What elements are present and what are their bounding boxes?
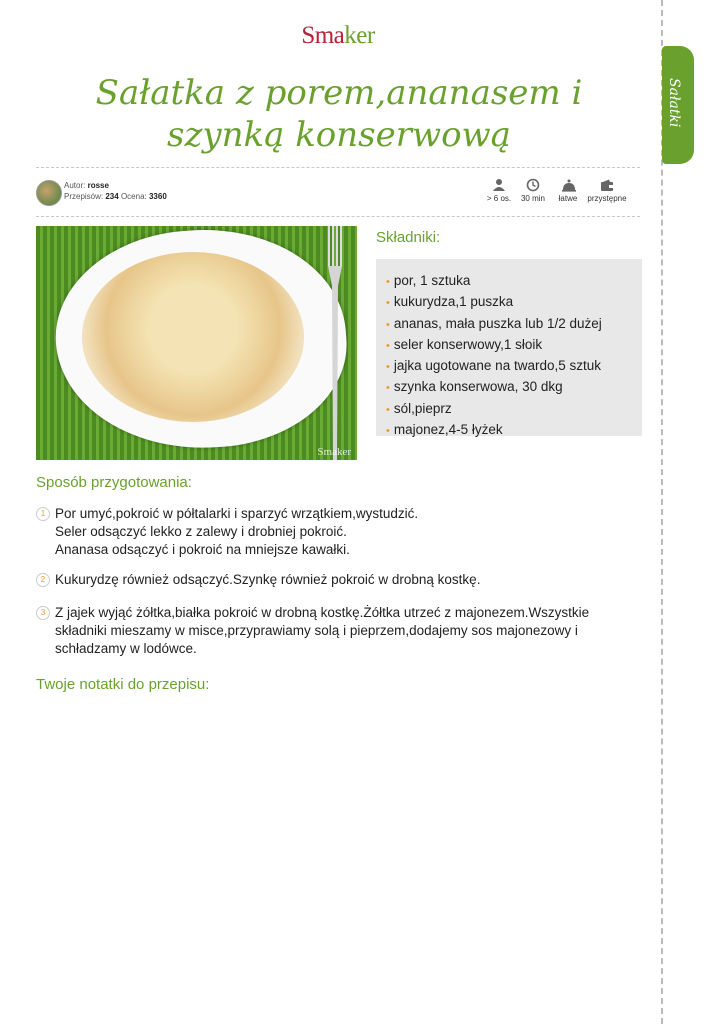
category-tab[interactable] (662, 46, 694, 164)
clock-icon (526, 178, 540, 192)
ingredients-list (376, 259, 642, 441)
step-text: Kukurydzę również odsączyć.Szynkę również pokroić w drobną kostkę. (55, 572, 481, 587)
list-item: • jajka ugotowane na twardo,5 sztuk (386, 356, 642, 377)
list-item: • seler konserwowy,1 słoik (386, 335, 642, 356)
recipes-label: Przepisów: (64, 192, 104, 201)
time (516, 178, 550, 203)
cost-label: przystępne (587, 194, 627, 203)
ingredients-title: Składniki: (376, 229, 441, 246)
author-label: Autor: (64, 181, 86, 190)
avatar[interactable] (36, 180, 62, 206)
person-icon (492, 178, 506, 192)
ingredients-box (376, 259, 642, 436)
step-number: 2 (36, 573, 50, 587)
smaker-logo[interactable]: Smaker (301, 22, 375, 49)
list-item: • por, 1 sztuka (386, 271, 642, 292)
time-label: 30 min (520, 194, 545, 203)
list-item: • majonez,4-5 łyżek (386, 420, 642, 441)
divider (36, 216, 640, 217)
step-number: 3 (36, 606, 50, 620)
recipes-count: 234 (105, 192, 119, 201)
recipe-title: Sałatka z porem,ananasem i szynką konserwową (95, 73, 583, 155)
difficulty (554, 178, 582, 203)
category-label: Sałatki (666, 78, 682, 128)
rating-value: 3360 (148, 192, 167, 201)
list-item: • sól,pieprz (386, 399, 642, 420)
chef-hat-icon (561, 178, 575, 192)
divider (36, 167, 640, 168)
cost (584, 178, 630, 203)
servings-label: > 6 os. (486, 194, 512, 203)
difficulty-label: łatwe (558, 194, 578, 203)
rating-label: Ocena: (120, 192, 147, 201)
preparation-title: Sposób przygotowania: (36, 474, 192, 491)
step-text: Z jajek wyjąć żółtka,białka pokroić w drobną kostkę.Żółtka utrzeć z majonezem.Wszystkie składniki mieszamy w misce,przyprawiamy solą i pieprzem,dodajemy sos majonezowy i schładzamy w lodówce. (55, 605, 590, 656)
wallet-icon (600, 178, 614, 192)
list-item: • szynka konserwowa, 30 dkg (386, 377, 642, 398)
photo-watermark: Smaker (317, 446, 351, 458)
recipe-photo (36, 226, 357, 460)
salad-image (82, 252, 304, 422)
step-text: Por umyć,pokroić w półtalarki i sparzyć wrzątkiem,wystudzić. Seler odsączyć lekko z zalewy i drobniej pokroić. Ananasa odsączyć i pokroić na mniejsze kawałki. (55, 506, 419, 557)
author-name[interactable]: rosse (87, 181, 109, 190)
fork-image (326, 226, 344, 460)
step-number: 1 (36, 507, 50, 521)
list-item: • kukurydza,1 puszka (386, 292, 642, 313)
list-item: • ananas, mała puszka lub 1/2 dużej (386, 314, 642, 335)
servings (484, 178, 514, 203)
notes-title: Twoje notatki do przepisu: (36, 676, 210, 693)
